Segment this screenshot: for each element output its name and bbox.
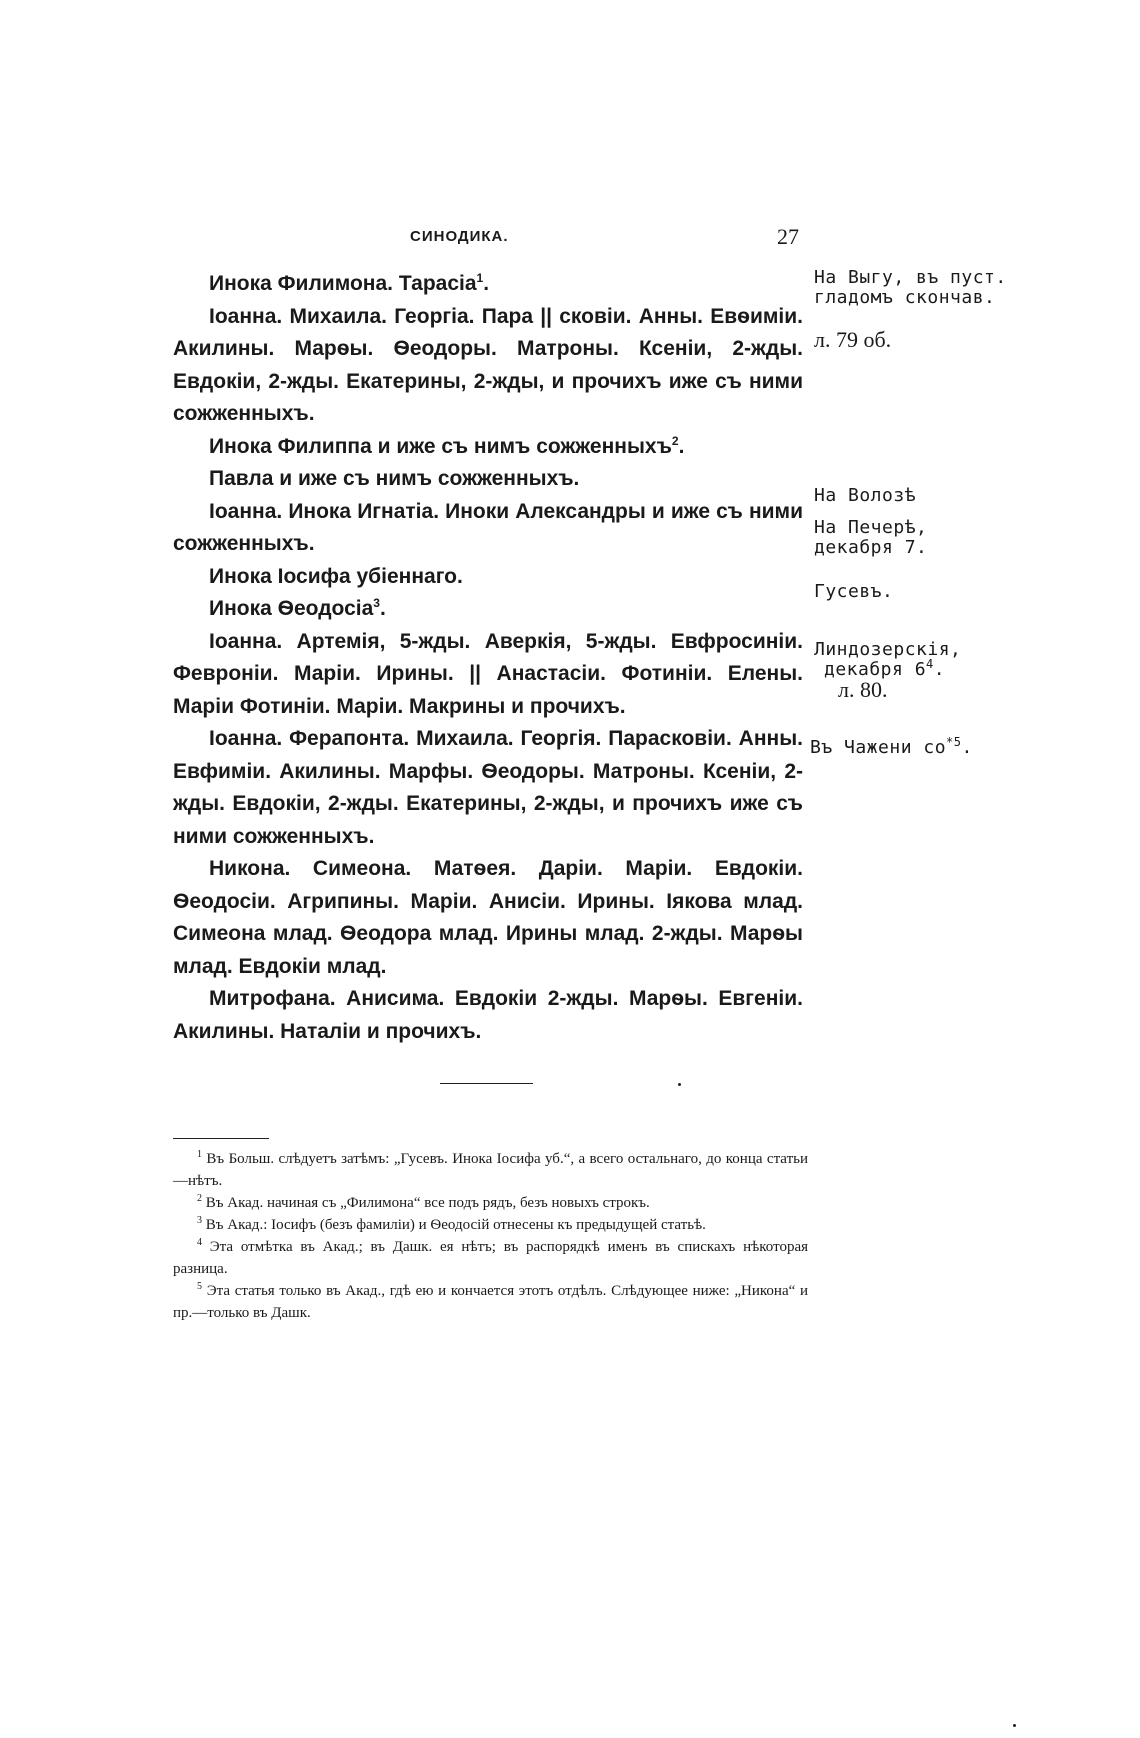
margin-note-vyg: На Выгу, въ пуст. гладомъ скончав.: [814, 267, 1007, 308]
entry-paragraph: Инока Ѳеодосіа$^3$.: [209, 596, 386, 620]
entry-paragraph: Инока Іосифа убіеннаго.: [209, 564, 463, 588]
entry-paragraph: Іоанна. Инока Игнатіа. Иноки Александры и иже съ ними сожженныхъ.: [173, 499, 803, 555]
page-header: [0, 224, 1140, 252]
main-text: [173, 268, 803, 1048]
entry-paragraph: Павла и иже съ нимъ сожженныхъ.: [209, 467, 580, 490]
entry-paragraph: Іоанна. Михаила. Георгіа. Пара || сковіи. Анны. Евѳиміи. Акилины. Марѳы. Ѳеодоры. Матроны. Ксеніи, 2-жды. Евдокіи, 2-жды. Екатерины, 2-жды, и прочихъ иже съ ними сожженныхъ.: [173, 304, 803, 425]
footnotes: [173, 1148, 808, 1324]
margin-note-chazheni: Въ Чажени $со^{*5}$.: [810, 735, 973, 758]
speck-mark: [1013, 1724, 1016, 1727]
margin-note-gusev: Гусевъ.: [814, 581, 894, 602]
section-end-rule: [440, 1083, 533, 1084]
margin-folio-79: л. 79 об.: [814, 327, 892, 352]
entry-paragraph: Митрофана. Анисима. Евдокіи 2-жды. Марѳы. Евгеніи. Акилины. Наталіи и прочихъ.: [173, 987, 803, 1043]
footnote: $^4$ Эта отмѣтка въ Акад.; въ Дашк. ея нѣтъ; въ распорядкѣ именъ въ спискахъ нѣкоторая разница.: [173, 1237, 809, 1277]
footnote: $^5$ Эта статья только въ Акад., гдѣ ею и кончается этотъ отдѣлъ. Слѣдующее ниже: „Никона“ и пр.—только въ Дашк.: [173, 1281, 808, 1321]
footnote: $^1$ Въ Больш. слѣдуетъ затѣмъ: „Гусевъ. Инока Іосифа уб.“, а всего остальнаго, до конца статьи—нѣтъ.: [173, 1149, 808, 1189]
entry-paragraph: Инока Филимона. Тарасіа$^1$.: [209, 271, 490, 295]
margin-note-pechera: На Печерѣ, декабря 7.: [814, 517, 928, 558]
margin-note-lindozerskiya: Линдозерскія, декабря $6^4$. л. 80.: [814, 639, 962, 702]
entry-paragraph: Іоанна. Артемія, 5-жды. Аверкія, 5-жды. Евфросиніи. Февроніи. Маріи. Ирины. || Анастасіи. Фотиніи. Елены. Маріи Фотиніи. Маріи. Макрины и прочихъ.: [173, 629, 803, 718]
margin-note-voloza: На Волозѣ: [814, 485, 917, 506]
entry-paragraph: Инока Филиппа и иже съ нимъ сожженныхъ$^2$.: [209, 433, 685, 458]
footnote: $^2$ Въ Акад. начиная съ „Филимона“ все подъ рядъ, безъ новыхъ строкъ.: [197, 1193, 650, 1211]
footnote-rule: [173, 1138, 269, 1139]
running-title: СИНОДИКА.: [410, 228, 509, 245]
footnote: $^3$ Въ Акад.: Іосифъ (безъ фамиліи) и Ѳеодосій отнесены къ предыдущей статьѣ.: [197, 1215, 706, 1233]
entry-paragraph: Іоанна. Ферапонта. Михаила. Георгія. Парасковіи. Анны. Евфиміи. Акилины. Марфы. Ѳеодоры. Матроны. Ксеніи, 2-жды. Евдокіи, 2-жды. Екатерины, 2-жды, и прочихъ иже съ ними сожженныхъ.: [173, 727, 803, 848]
speck-mark: [678, 1083, 681, 1086]
page-number: 27: [777, 224, 799, 249]
entry-paragraph: Никона. Симеона. Матѳея. Даріи. Маріи. Евдокіи. Ѳеодосіи. Агрипины. Маріи. Анисіи. Ирины. Іякова млад. Симеона млад. Ѳеодора млад. Ирины млад. 2-жды. Марѳы млад. Евдокіи млад.: [173, 857, 803, 978]
